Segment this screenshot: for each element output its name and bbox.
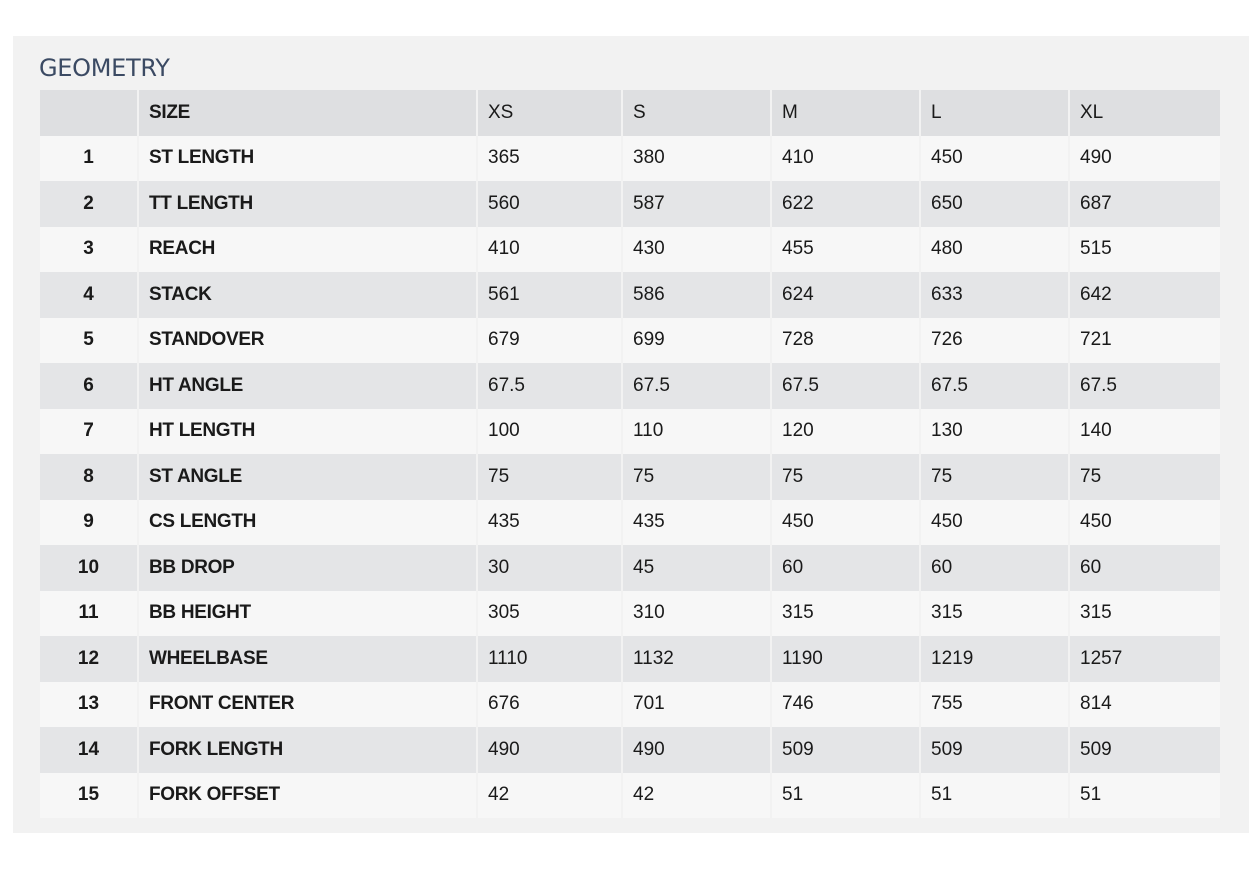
cell-value-xl: 140 [1069, 409, 1220, 455]
row-measurement-name: WHEELBASE [138, 636, 477, 682]
cell-value-xs: 42 [477, 773, 622, 819]
row-index: 8 [40, 454, 138, 500]
cell-value-xs: 410 [477, 227, 622, 273]
table-row [40, 682, 1220, 728]
cell-value-xl: 60 [1069, 545, 1220, 591]
cell-value-m: 410 [771, 136, 920, 182]
table-row [40, 181, 1220, 227]
cell-value-xs: 435 [477, 500, 622, 546]
cell-value-xs: 490 [477, 727, 622, 773]
cell-value-xs: 67.5 [477, 363, 622, 409]
cell-value-l: 60 [920, 545, 1069, 591]
cell-value-xl: 509 [1069, 727, 1220, 773]
cell-value-s: 490 [622, 727, 771, 773]
cell-value-xs: 676 [477, 682, 622, 728]
cell-value-xs: 305 [477, 591, 622, 637]
table-row [40, 136, 1220, 182]
cell-value-xl: 687 [1069, 181, 1220, 227]
cell-value-l: 509 [920, 727, 1069, 773]
row-measurement-name: ST LENGTH [138, 136, 477, 182]
table-row [40, 454, 1220, 500]
cell-value-xs: 1110 [477, 636, 622, 682]
cell-value-s: 699 [622, 318, 771, 364]
cell-value-s: 586 [622, 272, 771, 318]
cell-value-s: 701 [622, 682, 771, 728]
cell-value-l: 726 [920, 318, 1069, 364]
cell-value-s: 430 [622, 227, 771, 273]
cell-value-s: 1132 [622, 636, 771, 682]
table-row [40, 272, 1220, 318]
cell-value-xs: 679 [477, 318, 622, 364]
cell-value-xl: 515 [1069, 227, 1220, 273]
cell-value-m: 67.5 [771, 363, 920, 409]
row-measurement-name: STACK [138, 272, 477, 318]
cell-value-m: 728 [771, 318, 920, 364]
table-row [40, 545, 1220, 591]
row-index: 6 [40, 363, 138, 409]
table-row [40, 318, 1220, 364]
table-row [40, 227, 1220, 273]
cell-value-m: 746 [771, 682, 920, 728]
cell-value-l: 1219 [920, 636, 1069, 682]
cell-value-m: 450 [771, 500, 920, 546]
cell-value-l: 633 [920, 272, 1069, 318]
header-size: SIZE [138, 90, 477, 136]
header-index [40, 90, 138, 136]
cell-value-l: 450 [920, 500, 1069, 546]
row-index: 13 [40, 682, 138, 728]
geometry-table [40, 90, 1220, 818]
row-index: 11 [40, 591, 138, 637]
cell-value-l: 130 [920, 409, 1069, 455]
cell-value-m: 51 [771, 773, 920, 819]
cell-value-l: 450 [920, 136, 1069, 182]
cell-value-l: 755 [920, 682, 1069, 728]
table-row [40, 773, 1220, 819]
cell-value-m: 455 [771, 227, 920, 273]
cell-value-l: 650 [920, 181, 1069, 227]
row-index: 2 [40, 181, 138, 227]
header-xl: XL [1069, 90, 1220, 136]
row-measurement-name: FORK OFFSET [138, 773, 477, 819]
cell-value-s: 42 [622, 773, 771, 819]
row-measurement-name: FRONT CENTER [138, 682, 477, 728]
cell-value-xl: 1257 [1069, 636, 1220, 682]
row-index: 5 [40, 318, 138, 364]
cell-value-xl: 315 [1069, 591, 1220, 637]
cell-value-s: 435 [622, 500, 771, 546]
cell-value-xs: 100 [477, 409, 622, 455]
cell-value-xl: 450 [1069, 500, 1220, 546]
cell-value-s: 67.5 [622, 363, 771, 409]
row-index: 12 [40, 636, 138, 682]
cell-value-m: 1190 [771, 636, 920, 682]
cell-value-xs: 560 [477, 181, 622, 227]
cell-value-l: 315 [920, 591, 1069, 637]
cell-value-xs: 365 [477, 136, 622, 182]
header-l: L [920, 90, 1069, 136]
row-measurement-name: FORK LENGTH [138, 727, 477, 773]
row-measurement-name: TT LENGTH [138, 181, 477, 227]
row-index: 15 [40, 773, 138, 819]
row-measurement-name: REACH [138, 227, 477, 273]
cell-value-m: 624 [771, 272, 920, 318]
section-title: GEOMETRY [39, 54, 170, 82]
table-header-row [40, 90, 1220, 136]
cell-value-m: 315 [771, 591, 920, 637]
cell-value-l: 480 [920, 227, 1069, 273]
row-measurement-name: CS LENGTH [138, 500, 477, 546]
cell-value-xl: 721 [1069, 318, 1220, 364]
table-row [40, 409, 1220, 455]
cell-value-l: 67.5 [920, 363, 1069, 409]
cell-value-s: 587 [622, 181, 771, 227]
cell-value-xl: 75 [1069, 454, 1220, 500]
cell-value-s: 75 [622, 454, 771, 500]
cell-value-xs: 75 [477, 454, 622, 500]
cell-value-l: 51 [920, 773, 1069, 819]
cell-value-m: 120 [771, 409, 920, 455]
cell-value-s: 45 [622, 545, 771, 591]
table-row [40, 591, 1220, 637]
row-index: 9 [40, 500, 138, 546]
table-row [40, 636, 1220, 682]
row-index: 10 [40, 545, 138, 591]
row-index: 1 [40, 136, 138, 182]
cell-value-xl: 490 [1069, 136, 1220, 182]
cell-value-s: 380 [622, 136, 771, 182]
cell-value-s: 110 [622, 409, 771, 455]
row-index: 4 [40, 272, 138, 318]
table-row [40, 727, 1220, 773]
row-index: 7 [40, 409, 138, 455]
cell-value-xl: 642 [1069, 272, 1220, 318]
table-row [40, 500, 1220, 546]
cell-value-m: 60 [771, 545, 920, 591]
row-measurement-name: STANDOVER [138, 318, 477, 364]
row-index: 14 [40, 727, 138, 773]
cell-value-xs: 30 [477, 545, 622, 591]
header-m: M [771, 90, 920, 136]
row-measurement-name: BB DROP [138, 545, 477, 591]
cell-value-s: 310 [622, 591, 771, 637]
row-measurement-name: HT LENGTH [138, 409, 477, 455]
header-s: S [622, 90, 771, 136]
cell-value-l: 75 [920, 454, 1069, 500]
cell-value-xl: 814 [1069, 682, 1220, 728]
cell-value-xs: 561 [477, 272, 622, 318]
cell-value-m: 509 [771, 727, 920, 773]
cell-value-m: 622 [771, 181, 920, 227]
row-measurement-name: ST ANGLE [138, 454, 477, 500]
cell-value-m: 75 [771, 454, 920, 500]
cell-value-xl: 67.5 [1069, 363, 1220, 409]
row-index: 3 [40, 227, 138, 273]
row-measurement-name: BB HEIGHT [138, 591, 477, 637]
row-measurement-name: HT ANGLE [138, 363, 477, 409]
table-row [40, 363, 1220, 409]
geometry-panel [13, 36, 1249, 833]
cell-value-xl: 51 [1069, 773, 1220, 819]
header-xs: XS [477, 90, 622, 136]
